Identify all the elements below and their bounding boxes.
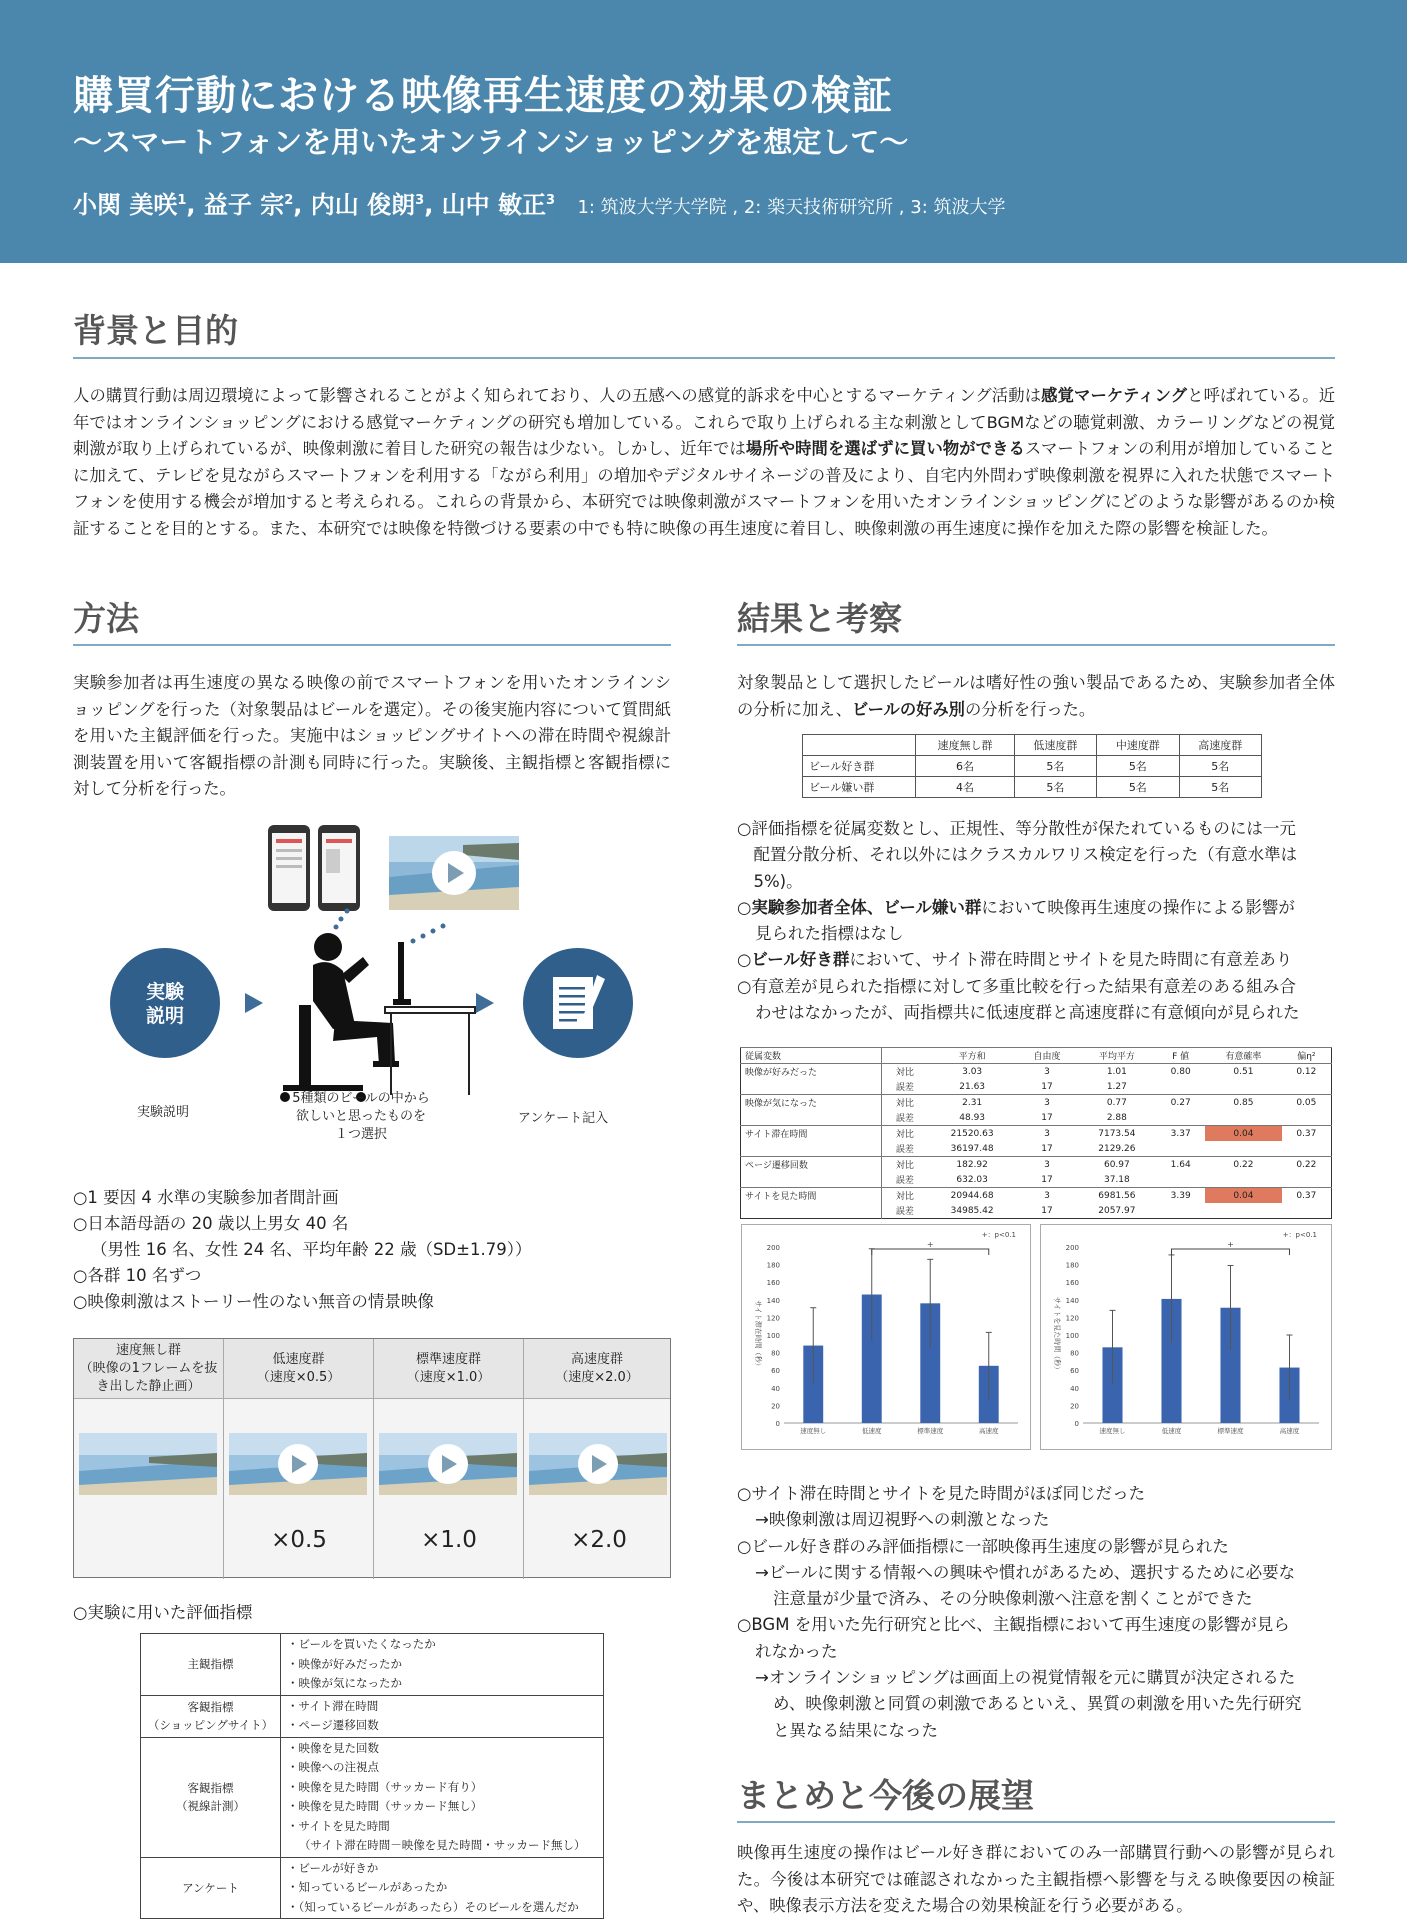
y-tick-label: 160 (1065, 1279, 1079, 1288)
poster-title: 購買行動における映像再生速度の効果の検証 (73, 73, 893, 119)
flow-label-explanation: 実験説明 (136, 1105, 189, 1120)
anova-table (740, 1047, 1332, 1219)
author-1: 小関 美咲 (73, 191, 178, 219)
stats-cell: ページ遷移回数 (741, 1157, 882, 1173)
y-tick-label: 100 (1065, 1332, 1079, 1340)
author-4: 山中 敏正 (441, 191, 547, 219)
stats-cell: 0.22 (1282, 1157, 1332, 1173)
y-tick-label: 180 (766, 1261, 780, 1270)
stats-cell: 17 (1041, 1174, 1053, 1185)
chart-site-view-time (1040, 1224, 1332, 1450)
stats-cell: 632.03 (956, 1174, 988, 1185)
discussion-item: ○BGM を用いた先行研究と比べ、主観指標において再生速度の影響が見ら (737, 1615, 1290, 1635)
stats-cell: 3 (1017, 1188, 1078, 1204)
stats-cell (1156, 1203, 1205, 1219)
results-heading: 結果と考察 (737, 599, 902, 638)
legend-text: +：p<0.1 (981, 1231, 1016, 1239)
discussion-item: →オンラインショッピングは画面上の視覚情報を元に購買が決定されるた (755, 1668, 1296, 1688)
stim-header-2: 標準速度群 （速度×1.0） (374, 1339, 524, 1399)
stim-header-0: 速度無し群 （映像の1フレームを抜 き出した静止画） (74, 1339, 224, 1399)
stim-cell-2 (374, 1399, 524, 1579)
stats-cell: 21.63 (959, 1081, 986, 1092)
significance-mark: + (1227, 1240, 1234, 1249)
stats-cell: 0.85 (1205, 1095, 1282, 1111)
stats-cell: 17 (1041, 1205, 1053, 1216)
stats-cell (1205, 1110, 1282, 1126)
stats-cell (1205, 1079, 1282, 1095)
stats-cell (741, 1203, 882, 1219)
x-tick-label: 高速度 (1279, 1427, 1300, 1435)
x-tick-label: 低速度 (1161, 1427, 1182, 1435)
y-tick-label: 60 (771, 1367, 780, 1376)
video-play-icon (379, 1433, 517, 1495)
y-tick-label: 20 (771, 1402, 780, 1411)
significance-mark: + (926, 1240, 934, 1249)
y-tick-label: 120 (1065, 1314, 1079, 1323)
chart-svg-0 (742, 1225, 1032, 1451)
y-tick-label: 80 (771, 1349, 780, 1358)
stats-cell: 48.93 (959, 1112, 986, 1123)
stats-cell: 対比 (882, 1188, 928, 1204)
author-2: 益子 宗 (203, 191, 285, 219)
summary-heading: まとめと今後の展望 (737, 1776, 1034, 1815)
discussion-item: れなかった (755, 1641, 838, 1661)
findings-list: ○評価指標を従属変数とし、正規性、等分散性が保たれているものには一元 配置分散分析、それ以外にはクラスカルワリス検定を行った（有意水準は 5%)。 ○実験参加者全体、ビール嫌い群において映像再生速度の操作による影響が 見られた指標はなし ○ビール好き群において、サイト滞在時間とサイトを見た時間に有意差あり ○有意差が見られた指標に対して多重比較を行った結果有意差のある組み合 わせはなかったが、両指標共に低速度群と高速度群に有意傾向が見られた (737, 819, 1300, 1023)
stats-cell: 誤差 (895, 1176, 914, 1186)
discussion-item: め、映像刺激と同質の刺激であるといえ、異質の刺激を用いた先行研究 (773, 1694, 1302, 1714)
stats-cell: 0.05 (1282, 1095, 1332, 1111)
stats-cell (741, 1079, 882, 1095)
stats-cell: 2129.26 (1098, 1143, 1136, 1154)
stats-cell: 映像が気になった (741, 1095, 882, 1111)
legend-text: +：p<0.1 (1282, 1231, 1317, 1239)
stim-header-1: 低速度群 （速度×0.5） (224, 1339, 374, 1399)
y-tick-label: 20 (1070, 1402, 1079, 1411)
flow-label-select: 5種類のビールの中から 欲しいと思ったものを １つ選択 (292, 1091, 430, 1142)
stats-cell: 誤差 (895, 1114, 914, 1124)
stats-cell: 0.22 (1205, 1157, 1282, 1173)
arrow-right-icon (476, 993, 494, 1013)
stats-cell: 34985.42 (950, 1205, 994, 1216)
y-tick-label: 40 (771, 1384, 780, 1393)
stats-cell: 17 (1041, 1081, 1053, 1092)
y-tick-label: 140 (766, 1296, 780, 1305)
stats-cell: 誤差 (895, 1083, 914, 1093)
discussion-item: 注意量が少量で済み、その分映像刺激へ注意を割くことができた (773, 1589, 1253, 1609)
discussion-item: と異なる結果になった (773, 1720, 938, 1740)
stats-header-cell: 偏η² (1282, 1048, 1332, 1064)
x-tick-label: 低速度 (862, 1427, 882, 1435)
stats-cell: 3 (1017, 1126, 1078, 1142)
stats-header-cell: 従属変数 (741, 1048, 882, 1064)
stats-cell: 6981.56 (1077, 1188, 1156, 1204)
smartphone-icon (268, 825, 360, 911)
summary-paragraph: 映像再生速度の操作はビール好き群においてのみ一部購買行動への影響が見られた。今後は本研究では確認されなかった主観指標へ影響を与える映像要因の検証や、映像表示方法を変えた場合の効果検証を行う必要がある。 (737, 1843, 1335, 1915)
speed-label-slow: ×0.5 (271, 1527, 327, 1553)
stats-cell (741, 1172, 882, 1188)
speed-label-standard: ×1.0 (421, 1527, 477, 1553)
beach-still-image (79, 1433, 217, 1495)
stats-cell: 0.27 (1156, 1095, 1205, 1111)
stats-cell: 対比 (882, 1157, 928, 1173)
stats-cell: 36197.48 (950, 1143, 994, 1154)
stats-cell: 対比 (882, 1126, 928, 1142)
stats-cell: 3 (1017, 1095, 1078, 1111)
discussion-list (737, 1481, 1301, 1744)
stats-cell: 誤差 (895, 1207, 914, 1217)
stats-header-cell: 有意確率 (1205, 1048, 1282, 1064)
poster-subtitle: 〜スマートフォンを用いたオンラインショッピングを想定して〜 (73, 125, 909, 159)
stats-cell (1205, 1203, 1282, 1219)
stats-cell: 対比 (882, 1095, 928, 1111)
y-tick-label: 140 (1065, 1296, 1079, 1305)
significance-bracket (872, 1249, 989, 1255)
stats-cell (1205, 1141, 1282, 1157)
y-tick-label: 40 (1070, 1384, 1079, 1393)
discussion-item: →ビールに関する情報への興味や慣れがあるため、選択するために必要な (755, 1562, 1296, 1582)
stats-cell: 37.18 (1103, 1174, 1130, 1185)
y-tick-label: 0 (775, 1420, 780, 1428)
stats-cell: 182.92 (928, 1157, 1017, 1173)
stats-cell: 1.64 (1156, 1157, 1205, 1173)
seated-person-icon (280, 933, 399, 1102)
poster-header (0, 0, 1407, 263)
stats-cell: 0.37 (1282, 1188, 1332, 1204)
monitor-desk-icon (385, 942, 475, 1095)
speed-label-fast: ×2.0 (571, 1527, 627, 1553)
stats-cell: 3 (1017, 1064, 1078, 1080)
stats-cell: 17 (1041, 1143, 1053, 1154)
y-tick-label: 200 (1065, 1244, 1079, 1252)
discussion-item: →映像刺激は周辺視野への刺激となった (755, 1510, 1050, 1530)
video-play-icon (229, 1433, 367, 1495)
stats-cell (1282, 1079, 1332, 1095)
y-axis-label: サイトを見た時間（秒） (1053, 1296, 1061, 1374)
discussion-item: ○ビール好き群のみ評価指標に一部映像再生速度の影響が見られた (737, 1536, 1229, 1556)
stats-cell: サイト滞在時間 (741, 1126, 882, 1142)
stats-cell (1205, 1172, 1282, 1188)
stim-cell-0 (74, 1399, 224, 1579)
arrow-right-icon (245, 993, 263, 1013)
stats-cell: 対比 (882, 1064, 928, 1080)
stats-cell: 0.37 (1282, 1126, 1332, 1142)
stats-cell (1282, 1110, 1332, 1126)
stats-cell (1282, 1172, 1332, 1188)
y-axis-label: サイト滞在時間（秒） (754, 1300, 762, 1370)
stats-cell: 3 (1017, 1157, 1078, 1173)
x-tick-label: 標準速度 (1217, 1427, 1244, 1435)
author-3: 内山 俊朗 (310, 191, 416, 219)
method-rule (73, 644, 671, 646)
author-line: 小関 美咲$^1$, 益子 宗$^2$, 内山 俊朗$^3$, 山中 敏正$^3$ 1: 筑波大学大学院 , 2: 楽天技術研究所 , 3: 筑波大学 (73, 191, 1006, 219)
background-paragraph: 人の購買行動は周辺環境によって影響されることがよく知られており、人の五感への感覚的訴求を中心とするマーケティング活動は感覚マーケティングと呼ばれている。近年ではオンラインショッピングにおける感覚マーケティングの研究も増加している。これらで取り上げられる主な刺激としてBGMなどの聴覚刺激、カラーリングなどの視覚刺激が取り上げられているが、映像刺激に着目した研究の報告は少ない。しかし、近年では場所や時間を選ばずに買い物ができるスマートフォンの利用が増加していることに加えて、テレビを見ながらスマートフォンを利用する「ながら利用」の増加やデジタルサイネージの普及により、自宅内外問わず映像刺激を視界に入れた状態でスマートフォンを使用する機会が増加すると考えられる。これらの背景から、本研究では映像刺激がスマートフォンを用いたオンラインショッピングにどのような影響があるのか検証することを目的とする。また、本研究では映像を特徴づける要素の中でも特に映像の再生速度に着目し、映像刺激の再生速度に操作を加えた際の影響を検証した。 (73, 386, 1335, 538)
stats-header-cell: 平均平方 (1077, 1048, 1156, 1064)
stats-cell: 映像が好みだった (741, 1064, 882, 1080)
stats-cell: 1.01 (1077, 1064, 1156, 1080)
stats-cell: 17 (1041, 1112, 1053, 1123)
stats-cell: 3.39 (1156, 1188, 1205, 1204)
indicators-table: 主観指標 ・ビールを買いたくなったか ・映像が好みだったか ・映像が気になったか 客観指標 （ショッピングサイト） ・サイト滞在時間 ・ページ遷移回数 客観指標 （視線計測） ・映像を見た回数 ・映像への注視点 ・映像を見た時間（サッカード有り） ・映像を見た時間（サッカード無し） ・サイトを見た時間 （サイト滞在時間－映像を見た時間・サッカード無し） アンケート ・ビールが好きか ・知っているビールがあったか ・（知っているビールがあったら）そのビールを選んだか (140, 1633, 604, 1919)
results-intro: 対象製品として選択したビールは嗜好性の強い製品であるため、実験参加者全体の分析に加え、ビールの好み別の分析を行った。 (737, 673, 1335, 719)
stim-header-3: 高速度群 （速度×2.0） (524, 1339, 670, 1399)
significance-bracket (1172, 1249, 1290, 1255)
x-tick-label: 標準速度 (917, 1427, 944, 1435)
stats-cell: 2.31 (928, 1095, 1017, 1111)
stimuli-table (73, 1338, 671, 1578)
y-tick-label: 200 (766, 1244, 780, 1252)
method-paragraph: 実験参加者は再生速度の異なる映像の前でスマートフォンを用いたオンラインショッピングを行った（対象製品はビールを選定）。その後実施内容について質問紙を用いた主観評価を行った。実施中はショッピングサイトへの滞在時間や視線計測装置を用いて客観指標の計測も同時に行った。実験後、主観指標と客観指標に対して分析を行った。 (73, 673, 671, 798)
x-tick-label: 速度無し (800, 1427, 827, 1435)
stats-cell: 0.80 (1156, 1064, 1205, 1080)
x-tick-label: 高速度 (979, 1427, 999, 1435)
stats-cell: 誤差 (895, 1145, 914, 1155)
stats-cell (1156, 1079, 1205, 1095)
method-heading: 方法 (73, 599, 139, 638)
stats-cell: 0.04 (1205, 1188, 1282, 1204)
stats-cell (1156, 1110, 1205, 1126)
stats-cell: 0.77 (1077, 1095, 1156, 1111)
stats-header-cell: 自由度 (1017, 1048, 1078, 1064)
stats-cell (741, 1110, 882, 1126)
results-rule (737, 644, 1335, 646)
stats-cell: 20944.68 (928, 1188, 1017, 1204)
y-tick-label: 180 (1065, 1261, 1079, 1270)
indicators-title: ○実験に用いた評価指標 (73, 1603, 253, 1622)
background-heading: 背景と目的 (73, 311, 238, 350)
stats-cell (1282, 1141, 1332, 1157)
chart-site-stay-time (741, 1224, 1031, 1450)
stats-cell: 3.03 (928, 1064, 1017, 1080)
svg-text:実験: 実験 (145, 981, 185, 1003)
stats-cell (741, 1141, 882, 1157)
stats-cell: 2057.97 (1098, 1205, 1136, 1216)
explanation-circle (110, 948, 220, 1058)
stats-cell (1156, 1172, 1205, 1188)
affiliations: 1: 筑波大学大学院 , 2: 楽天技術研究所 , 3: 筑波大学 (577, 197, 1006, 218)
x-tick-label: 速度無し (1099, 1427, 1126, 1435)
stats-cell: サイトを見た時間 (741, 1188, 882, 1204)
stats-cell: 0.04 (1205, 1126, 1282, 1142)
y-tick-label: 80 (1070, 1349, 1079, 1358)
stats-cell: 0.51 (1205, 1064, 1282, 1080)
flow-label-questionnaire: アンケート記入 (517, 1111, 609, 1126)
groups-table: 速度無し群 低速度群 中速度群 高速度群 ビール好き群 6名 5名 5名 5名 ビール嫌い群 4名 5名 5名 5名 (802, 734, 1262, 798)
stats-cell: 7173.54 (1077, 1126, 1156, 1142)
stats-cell: 3.37 (1156, 1126, 1205, 1142)
y-tick-label: 160 (766, 1279, 780, 1288)
summary-rule (737, 1821, 1335, 1823)
svg-text:説明: 説明 (145, 1005, 185, 1027)
stim-cell-3 (524, 1399, 670, 1579)
discussion-item: ○サイト滞在時間とサイトを見た時間がほぼ同じだった (737, 1484, 1146, 1503)
stim-cell-1 (224, 1399, 374, 1579)
stats-cell (1156, 1141, 1205, 1157)
stats-header-cell: F 値 (1156, 1048, 1205, 1064)
chart-svg-1 (1041, 1225, 1333, 1451)
stats-header-cell (882, 1048, 928, 1064)
video-thumbnail (389, 836, 519, 910)
stats-cell: 21520.63 (928, 1126, 1017, 1142)
background-rule (73, 357, 1335, 359)
stats-cell: 0.12 (1282, 1064, 1332, 1080)
stats-cell: 2.88 (1106, 1112, 1127, 1123)
stats-cell: 1.27 (1106, 1081, 1127, 1092)
y-tick-label: 120 (766, 1314, 780, 1323)
y-tick-label: 60 (1070, 1367, 1079, 1376)
video-play-icon (529, 1433, 667, 1495)
y-tick-label: 0 (1074, 1420, 1079, 1428)
stats-header-cell: 平方和 (928, 1048, 1017, 1064)
stats-cell (1282, 1203, 1332, 1219)
design-list: ○1 要因 4 水準の実験参加者間計画 ○日本語母語の 20 歳以上男女 40 名 （男性 16 名、女性 24 名、平均年齢 22 歳（SD±1.79）） ○各群 10 名ずつ ○映像刺激はストーリー性のない無音の情景映像 (73, 1188, 532, 1311)
stats-cell: 60.97 (1077, 1157, 1156, 1173)
y-tick-label: 100 (766, 1332, 780, 1340)
